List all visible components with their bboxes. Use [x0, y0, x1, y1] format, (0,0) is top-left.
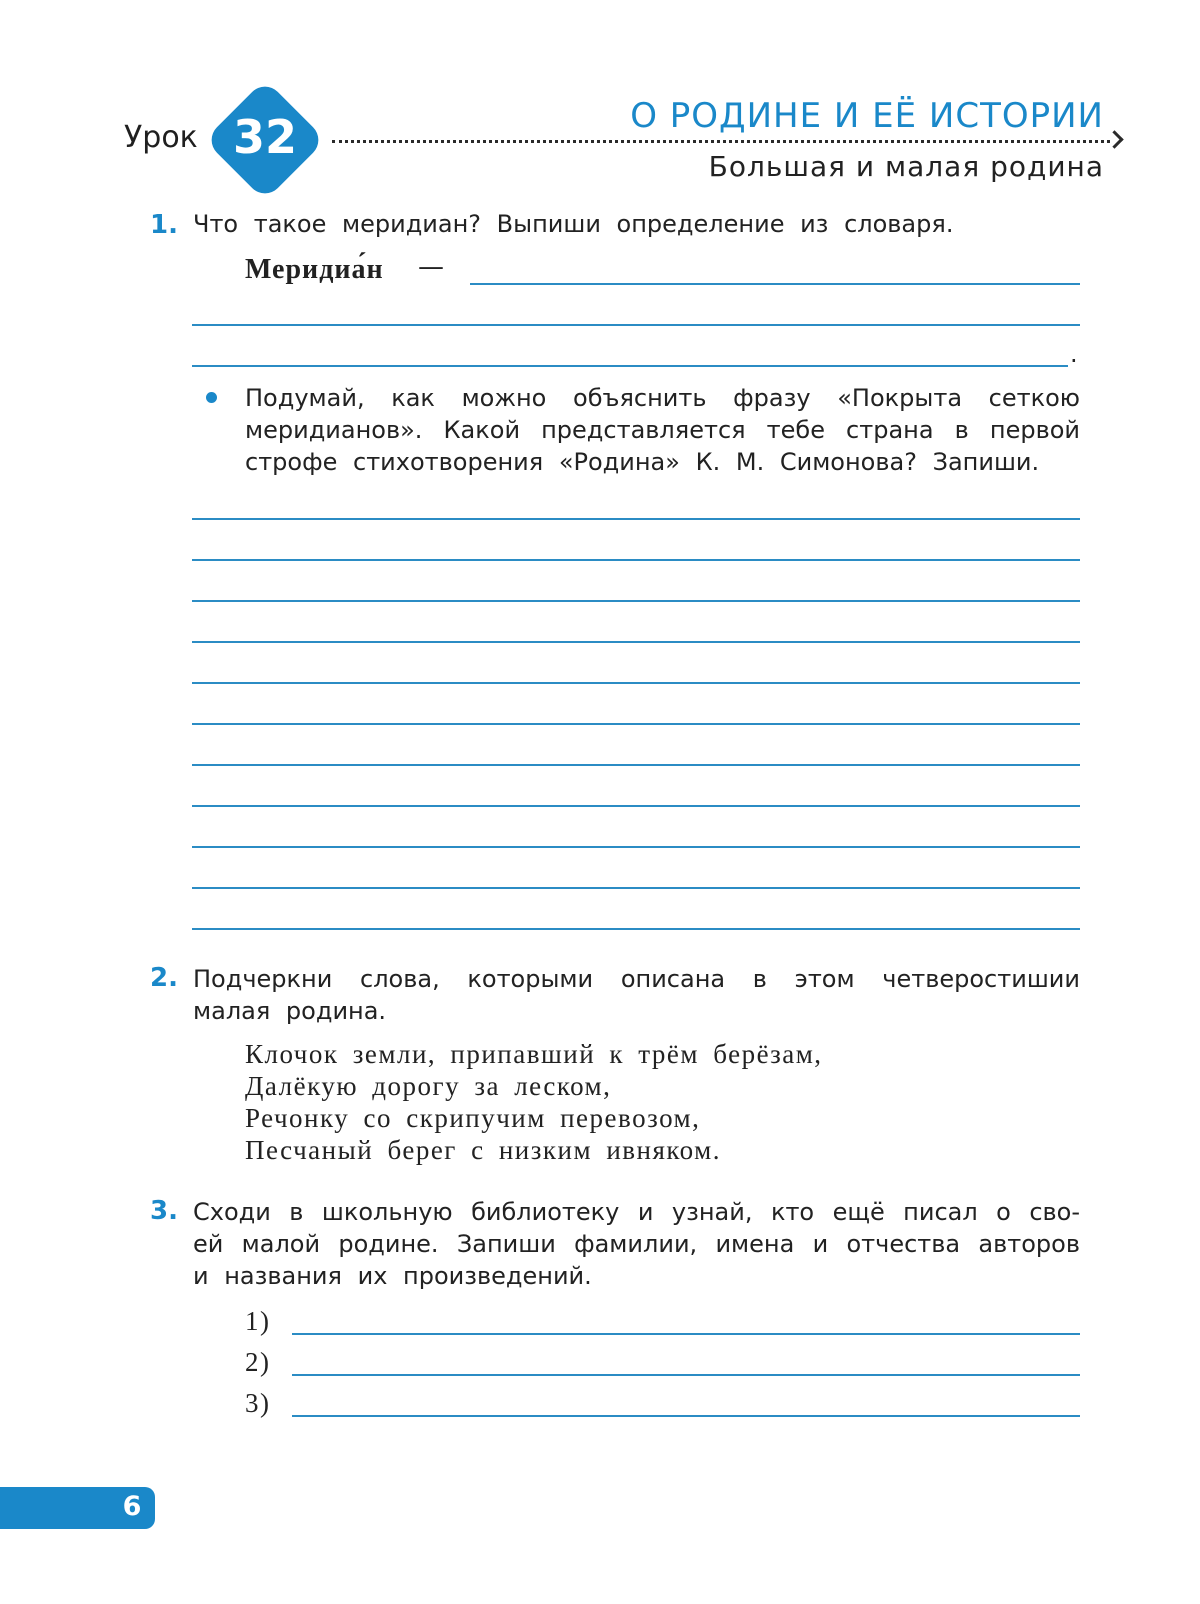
poem-line[interactable]: Клочок земли, припавший к трём берёзам,	[245, 1039, 823, 1069]
answer-line[interactable]	[192, 559, 1080, 561]
answer-line[interactable]	[192, 846, 1080, 848]
page-number: 6	[122, 1491, 142, 1522]
answer-line[interactable]	[192, 805, 1080, 807]
answer-line[interactable]	[192, 365, 1068, 367]
definition-period: .	[1070, 340, 1078, 368]
task-2-text-line: Подчеркни слова, которыми описана в этом четверостишии	[193, 965, 1080, 993]
lesson-number: 32	[232, 110, 297, 164]
poem-line[interactable]: Речонку со скрипучим перевозом,	[245, 1103, 701, 1133]
list-item-label: 2)	[245, 1347, 271, 1377]
answer-line[interactable]	[192, 600, 1080, 602]
poem-line[interactable]: Далёкую дорогу за леском,	[245, 1071, 612, 1101]
definition-dash: —	[418, 252, 444, 282]
task-3-text-line: и названия их произведений.	[193, 1262, 592, 1290]
answer-line[interactable]	[292, 1374, 1080, 1376]
bullet-text-line: строфе стихотворения «Родина» К. М. Симонова? Запиши.	[245, 448, 1040, 476]
answer-line[interactable]	[292, 1415, 1080, 1417]
answer-line[interactable]	[192, 723, 1080, 725]
answer-line[interactable]	[192, 641, 1080, 643]
answer-line[interactable]	[192, 518, 1080, 520]
list-item-label: 1)	[245, 1306, 271, 1336]
answer-line[interactable]	[192, 682, 1080, 684]
list-item-label: 3)	[245, 1388, 271, 1418]
task-1-number: 1.	[150, 210, 178, 240]
task-2-number: 2.	[150, 963, 178, 993]
answer-line[interactable]	[292, 1333, 1080, 1335]
arrow-right-icon	[1105, 130, 1123, 148]
answer-line[interactable]	[192, 764, 1080, 766]
answer-line[interactable]	[470, 283, 1080, 285]
task-3-text-line: Сходи в школьную библиотеку и узнай, кто ещё писал о сво-	[193, 1198, 1080, 1226]
definition-term: Меридиа́н	[245, 254, 384, 285]
task-3-text-line: ей малой родине. Запиши фамилии, имена и отчества авторов	[193, 1230, 1080, 1258]
answer-line[interactable]	[192, 887, 1080, 889]
poem-line[interactable]: Песчаный берег с низким ивняком.	[245, 1135, 721, 1165]
lesson-label: Урок	[124, 120, 198, 155]
task-1-question: Что такое меридиан? Выпиши определение из словаря.	[193, 210, 954, 238]
topic-title: О РОДИНЕ И ЕЁ ИСТОРИИ	[630, 96, 1104, 136]
answer-line[interactable]	[192, 928, 1080, 930]
bullet-text-line: Подумай, как можно объяснить фразу «Покрыта сеткою	[245, 384, 1080, 412]
answer-line[interactable]	[192, 324, 1080, 326]
topic-subtitle: Большая и малая родина	[708, 150, 1104, 183]
task-2-text-line: малая родина.	[193, 997, 387, 1025]
bullet-icon	[206, 392, 217, 403]
bullet-text-line: меридианов». Какой представляется тебе страна в первой	[245, 416, 1080, 444]
task-3-number: 3.	[150, 1196, 178, 1226]
header-dotted-line	[332, 140, 1110, 143]
